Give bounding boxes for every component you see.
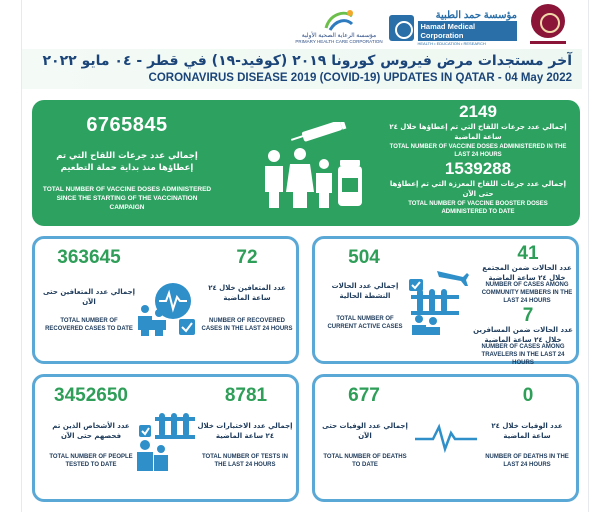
family-icon [265, 148, 332, 208]
deaths-total-value: 677 [348, 385, 380, 406]
tests-24h-value: 8781 [224, 385, 268, 406]
tests-total-value: 3452650 [54, 385, 128, 406]
recovered-total-label-ar: إجمالي عدد المتعافين حتى الآن [42, 288, 136, 306]
tests-24h-label: TOTAL NUMBER OF TESTS IN THE LAST 24 HOURS [201, 454, 288, 468]
vaccine-doses-24h-label-ar: إجمالي عدد جرعات اللقاح التي تم إعطاؤها خلال ٢٤ ساعة الماضية [389, 123, 567, 141]
tests-24h-label-ar: إجمالي عدد الاختبارات خلال ٢٤ ساعة الماضية [197, 422, 293, 440]
checklist-icon [409, 279, 423, 291]
moph-seal-icon [531, 4, 565, 38]
people-icon [137, 440, 168, 471]
airplane-icon [437, 271, 469, 286]
recovered-card [32, 236, 299, 364]
community-cases-label-ar: عدد الحالات ضمن المجتمع خلال ٢٤ ساعة الماضية [482, 264, 572, 282]
hmc-logo [389, 10, 517, 46]
tests-total-label: TOTAL NUMBER OF PEOPLE TESTED TO DATE [49, 454, 133, 468]
vaccine-doses-24h-value: 2149 [459, 102, 497, 121]
people-icon [412, 315, 440, 335]
phc-logo-arabic: مؤسسة الرعاية الصحية الأولية [301, 33, 377, 39]
test-tubes-icon [411, 289, 459, 315]
page-title-arabic: آخر مستجدات مرض فيروس كورونا ٢٠١٩ (كوفيد-١٩) في قطر - ٠٤ مايو ٢٠٢٢ [42, 53, 572, 69]
vaccine-doses-24h-label: TOTAL NUMBER OF VACCINE DOSES ADMINISTERED IN THE LAST 24 HOURS [389, 144, 567, 158]
recovered-total-value: 363645 [57, 247, 121, 268]
cases-card [312, 236, 579, 364]
phc-logo-icon [322, 8, 356, 34]
left-frame [0, 0, 22, 512]
traveler-cases-label: NUMBER OF CASES AMONG TRAVELERS IN THE LAST 24 HOURS [481, 344, 565, 366]
booster-doses-label: TOTAL NUMBER OF VACCINE BOOSTER DOSES ADMINISTERED TO DATE [408, 201, 548, 215]
recovered-total-label: TOTAL NUMBER OF RECOVERED CASES TO DATE [45, 318, 133, 332]
deaths-card [312, 374, 579, 502]
deaths-24h-label-ar: عدد الوفيات خلال ٢٤ ساعة الماضية [491, 422, 563, 440]
community-cases-label: NUMBER OF CASES AMONG COMMUNITY MEMBERS IN THE LAST 24 HOURS [481, 282, 573, 304]
page-title: CORONAVIRUS DISEASE 2019 (COVID-19) UPDATES IN QATAR - 04 May 2022 [148, 72, 572, 84]
recovered-24h-label: NUMBER OF RECOVERED CASES IN THE LAST 24 HOURS [201, 318, 293, 332]
testing-illustration [135, 413, 197, 471]
active-cases-label-ar: إجمالي عدد الحالات النشطة الحالية [331, 282, 399, 300]
covid-update-poster [22, 0, 588, 512]
phc-logo-english: PRIMARY HEALTH CARE CORPORATION [295, 39, 383, 44]
vaccination-illustration [260, 122, 370, 210]
recovered-24h-label-ar: عدد المتعافين خلال ٢٤ ساعة الماضية [208, 284, 286, 302]
total-vaccine-doses-label-ar: إجمالي عدد جرعات اللقاح التي تم إعطاؤها منذ بداية حملة التطعيم [56, 151, 198, 173]
booster-doses-value: 1539288 [444, 159, 512, 178]
vaccine-vial-icon [338, 160, 362, 206]
deaths-24h-label: NUMBER OF DEATHS IN THE LAST 24 HOURS [485, 454, 569, 468]
recovered-24h-value: 72 [236, 247, 258, 268]
deaths-total-label: TOTAL NUMBER OF DEATHS TO DATE [323, 454, 407, 468]
test-tubes-icon [155, 413, 195, 439]
vaccine-panel [32, 100, 580, 226]
recovered-heart-monitor-icon [133, 279, 205, 337]
cases-illustration [407, 265, 469, 335]
community-cases-value: 41 [517, 243, 539, 264]
syringe-icon [291, 122, 356, 142]
deaths-24h-value: 0 [522, 385, 534, 406]
booster-doses-label-ar: إجمالي عدد جرعات اللقاح المعززة التي تم إعطاؤها حتى الآن [389, 180, 567, 198]
right-frame [588, 0, 610, 512]
tests-total-label-ar: عدد الأشخاص الذين تم فحصهم حتى الآن [52, 422, 130, 440]
traveler-cases-label-ar: عدد الحالات ضمن المسافرين خلال ٢٤ ساعة الماضية [473, 326, 573, 344]
total-vaccine-doses-label: TOTAL NUMBER OF VACCINE DOSES ADMINISTERED SINCE THE STARTING OF THE VACCINATION CAMPAIGN [42, 186, 212, 211]
active-cases-value: 504 [348, 247, 380, 268]
moph-underline [530, 41, 566, 44]
hmc-logo-text [418, 10, 518, 46]
phc-logo [284, 8, 394, 46]
hmc-logo-arabic: مؤسسة حمد الطبية [435, 10, 517, 21]
active-cases-label: TOTAL NUMBER OF CURRENT ACTIVE CASES [327, 316, 403, 330]
heartbeat-line-icon [415, 423, 477, 453]
title-banner [22, 49, 582, 89]
total-vaccine-doses-value: 6765845 [86, 114, 168, 136]
tests-card [32, 374, 299, 502]
hmc-tagline: HEALTH • EDUCATION • RESEARCH [417, 41, 486, 46]
moph-logo [522, 4, 574, 46]
deaths-total-label-ar: إجمالي عدد الوفيات حتى الآن [322, 422, 408, 440]
traveler-cases-value: 7 [522, 305, 534, 326]
hmc-logo-english: Hamad Medical Corporation [418, 21, 518, 41]
